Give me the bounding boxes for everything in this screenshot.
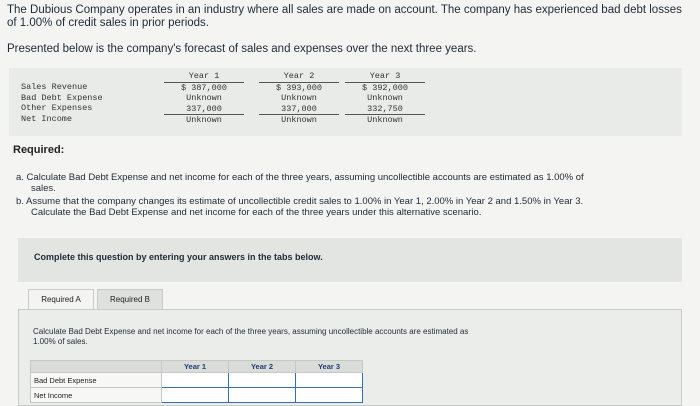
instructions-banner [18, 238, 682, 282]
intro-line-2: of 1.00% of credit sales in prior periods. [7, 17, 209, 29]
header-year-2: Year 2 [229, 361, 296, 373]
header-blank [31, 361, 162, 373]
year-header: Year 2 [259, 71, 339, 83]
year-header: Year 3 [345, 71, 425, 83]
row-label-other: Other Expenses [21, 103, 93, 113]
value-cell: 337,000 [259, 104, 339, 116]
header-year-1: Year 1 [162, 361, 229, 373]
instructions-text: Complete this question by entering your answers in the tabs below. [34, 252, 323, 262]
value-cell: Unknown [186, 93, 222, 103]
panel-instruction-line-2: 1.00% of sales. [33, 337, 88, 346]
forecast-year-3 [345, 71, 425, 126]
tab-required-a[interactable]: Required A [28, 289, 94, 310]
value-cell: Unknown [281, 93, 317, 103]
intro-line-3: Presented below is the company's forecast of sales and expenses over the next three years. [7, 43, 477, 55]
net-income-year-2-input[interactable] [229, 388, 296, 403]
table-row [31, 373, 363, 388]
value-cell: Unknown [186, 115, 222, 125]
panel-instruction [33, 327, 468, 347]
required-b-line-2: Calculate the Bad Debt Expense and net income for each of the three years under this alternative scenario. [31, 207, 482, 218]
net-income-year-3-input[interactable] [296, 388, 363, 403]
header-year-3: Year 3 [296, 361, 363, 373]
tab-required-b[interactable]: Required B [97, 289, 163, 311]
value-cell: $ 393,000 [276, 82, 322, 93]
required-a-line-1: a. Calculate Bad Debt Expense and net income for each of the three years, assuming uncollectible accounts are estimated as 1.00% of [16, 172, 584, 183]
row-label-bad-debt-expense: Bad Debt Expense [31, 373, 162, 388]
net-income-year-1-input[interactable] [162, 388, 229, 403]
required-heading: Required: [13, 144, 65, 156]
forecast-table [9, 68, 682, 136]
forecast-year-2 [259, 71, 339, 126]
panel-instruction-line-1: Calculate Bad Debt Expense and net income for each of the three years, assuming uncollectible accounts are estimated as [33, 327, 469, 336]
row-label-sales: Sales Revenue [21, 82, 88, 92]
intro-line-1: The Dubious Company operates in an industry where all sales are made on account. The company has experienced bad debt losses [7, 4, 682, 16]
value-cell: 332,750 [345, 104, 425, 116]
row-label-bad-debt: Bad Debt Expense [21, 92, 103, 103]
forecast-row-labels [21, 82, 103, 124]
bad-debt-year-2-input[interactable] [229, 373, 296, 388]
value-cell: 337,000 [164, 104, 244, 116]
answer-table [30, 360, 363, 403]
row-label-net: Net Income [21, 113, 73, 124]
row-label-net-income: Net Income [31, 388, 162, 403]
value-cell: $ 387,000 [181, 82, 227, 93]
table-row [31, 388, 363, 403]
value-cell: Unknown [281, 115, 317, 125]
bad-debt-year-1-input[interactable] [162, 373, 229, 388]
forecast-year-1 [164, 71, 244, 126]
value-cell: $ 392,000 [362, 82, 408, 93]
year-header: Year 1 [164, 71, 244, 83]
required-b-line-1: b. Assume that the company changes its estimate of uncollectible credit sales to 1.00% in Year 1, 2.00% in Year 2 and 1.50% in Year 3. [16, 196, 584, 207]
answer-table-header [31, 361, 363, 373]
value-cell: Unknown [367, 115, 403, 125]
value-cell: Unknown [367, 93, 403, 103]
required-a-line-2: sales. [31, 183, 56, 194]
bad-debt-year-3-input[interactable] [296, 373, 363, 388]
